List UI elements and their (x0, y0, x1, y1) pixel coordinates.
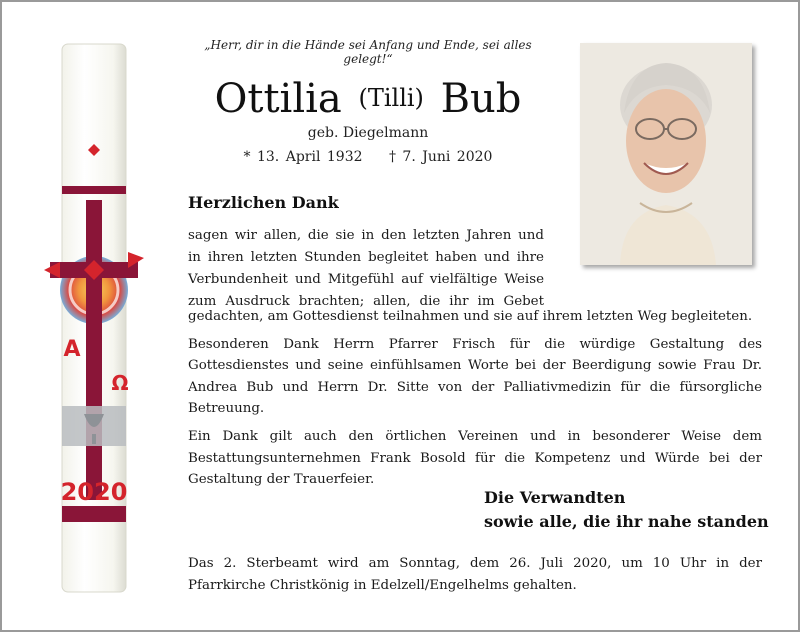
last-name: Bub (440, 76, 522, 122)
signature-line: sowie alle, die ihr nahe standen (484, 512, 769, 531)
intro-line: Verbundenheit und Mitgefühl auf vielfältige Weise (188, 272, 544, 287)
portrait-photo (580, 43, 752, 265)
candle-alpha: A (63, 337, 81, 362)
maiden-name: geb. Diegelmann (307, 125, 429, 141)
death-date: † 7. Juni 2020 (388, 149, 493, 165)
deceased-name (188, 72, 548, 125)
intro-line: sagen wir allen, die sie in den letzten Jahren und (188, 228, 544, 243)
intro-text (188, 225, 544, 313)
easter-candle-illustration (44, 38, 144, 596)
portrait-illustration (580, 43, 752, 265)
body-paragraph: gedachten, am Gottesdienst teilnahmen und sie auf ihrem letzten Weg begleiteten. (188, 309, 753, 324)
nickname: (Tilli) (358, 84, 424, 112)
body-paragraph: Besonderen Dank Herrn Pfarrer Frisch für die würdige Gestaltung des Gottesdienstes und seine einfühlsamen Worte bei der Beerdigung sowie Frau Dr. Andrea Bub und Herrn Dr. Sitte von der Palliativmedizin für die fürsorgliche Betreuung. (188, 336, 762, 417)
signature-block (484, 486, 769, 534)
quote-line: „Herr, dir in die Hände sei Anfang und Ende, sei alles gelegt!“ (204, 38, 532, 66)
signature-line: Die Verwandten (484, 488, 626, 507)
cross-vertical (86, 200, 102, 500)
memorial-service-note: Das 2. Sterbeamt wird am Sonntag, dem 26. Juli 2020, um 10 Uhr in der Pfarrkirche Christkönig in Edelzell/Engelhelms gehalten. (188, 556, 762, 593)
bottom-band (62, 506, 126, 522)
birth-date: * 13. April 1932 (243, 149, 363, 165)
top-band (62, 186, 126, 194)
candle-year: 2020 (60, 478, 128, 506)
first-name: Ottilia (214, 76, 342, 122)
thanks-body (188, 306, 762, 497)
thanks-heading: Herzlichen Dank (188, 193, 339, 212)
candle-omega: Ω (111, 371, 129, 395)
body-paragraph: Ein Dank gilt auch den örtlichen Vereinen und in besonderer Weise dem Bestattungsunternehmen Frank Bosold für die Kompetenz und Würde bei der Gestaltung der Trauerfeier. (188, 428, 762, 488)
life-dates (188, 149, 548, 165)
intro-line: in ihren letzten Stunden begleitet haben und ihre (188, 250, 544, 265)
intro-line: zum Ausdruck brachten; allen, die ihr im Gebet (188, 294, 544, 309)
